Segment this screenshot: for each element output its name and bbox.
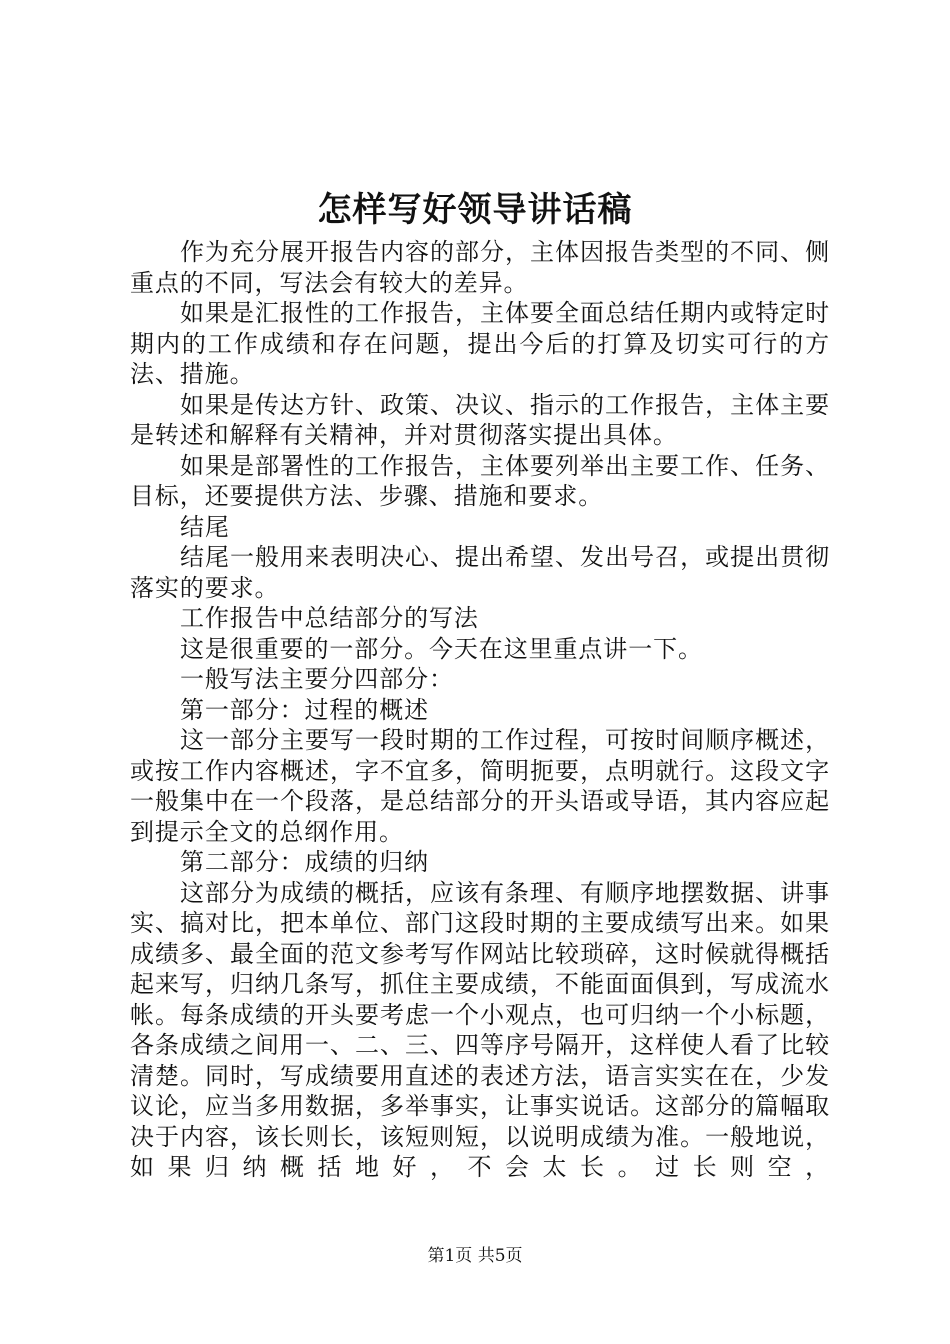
paragraph: 如果是传达方针、政策、决议、指示的工作报告，主体主要是转述和解释有关精神，并对贯彻落实提出具体。: [130, 390, 830, 449]
page-number: 第1页 共5页: [427, 1246, 523, 1266]
paragraph: 一般写法主要分四部分：: [180, 665, 454, 693]
paragraph: 结尾一般用来表明决心、提出希望、发出号召，或提出贯彻落实的要求。: [130, 543, 830, 602]
section-heading: 工作报告中总结部分的写法: [180, 604, 479, 632]
paragraph: 如果是部署性的工作报告，主体要列举出主要工作、任务、目标，还要提供方法、步骤、措施和要求。: [130, 451, 830, 510]
section-heading: 第一部分：过程的概述: [180, 695, 429, 724]
section-heading: 第二部分：成绩的归纳: [180, 848, 429, 876]
document-body: [130, 237, 830, 1183]
paragraph: 这一部分主要写一段时期的工作过程，可按时间顺序概述，或按工作内容概述，字不宜多，简明扼要，点明就行。这段文字一般集中在一个段落，是总结部分的开头语或导语，其内容应起到提示全文的总纲作用。: [130, 726, 830, 846]
section-heading: 结尾: [180, 512, 230, 541]
paragraph: 如果是汇报性的工作报告，主体要全面总结任期内或特定时期内的工作成绩和存在问题，提出今后的打算及切实可行的方法、措施。: [130, 299, 830, 388]
paragraph: 作为充分展开报告内容的部分，主体因报告类型的不同、侧重点的不同，写法会有较大的差异。: [130, 238, 830, 297]
document-title: 怎样写好领导讲话稿: [317, 190, 633, 230]
paragraph: 这部分为成绩的概括，应该有条理、有顺序地摆数据、讲事实、搞对比，把本单位、部门这段时期的主要成绩写出来。如果成绩多、最全面的范文参考写作网站比较琐碎，这时候就得概括起来写，归纳几条写，抓住主要成绩，不能面面俱到，写成流水帐。每条成绩的开头要考虑一个小观点，也可归纳一个小标题，各条成绩之间用一、二、三、四等序号隔开，这样使人看了比较清楚。同时，写成绩要用直述的表述方法，语言实实在在，少发议论，应当多用数据，多举事实，让事实说话。这部分的篇幅取决于内容，该长则长，该短则短，以说明成绩为准。一般地说，如果归纳概括地好，不会太长。过长则空，: [130, 878, 830, 1181]
paragraph: 这是很重要的一部分。今天在这里重点讲一下。: [180, 634, 703, 663]
